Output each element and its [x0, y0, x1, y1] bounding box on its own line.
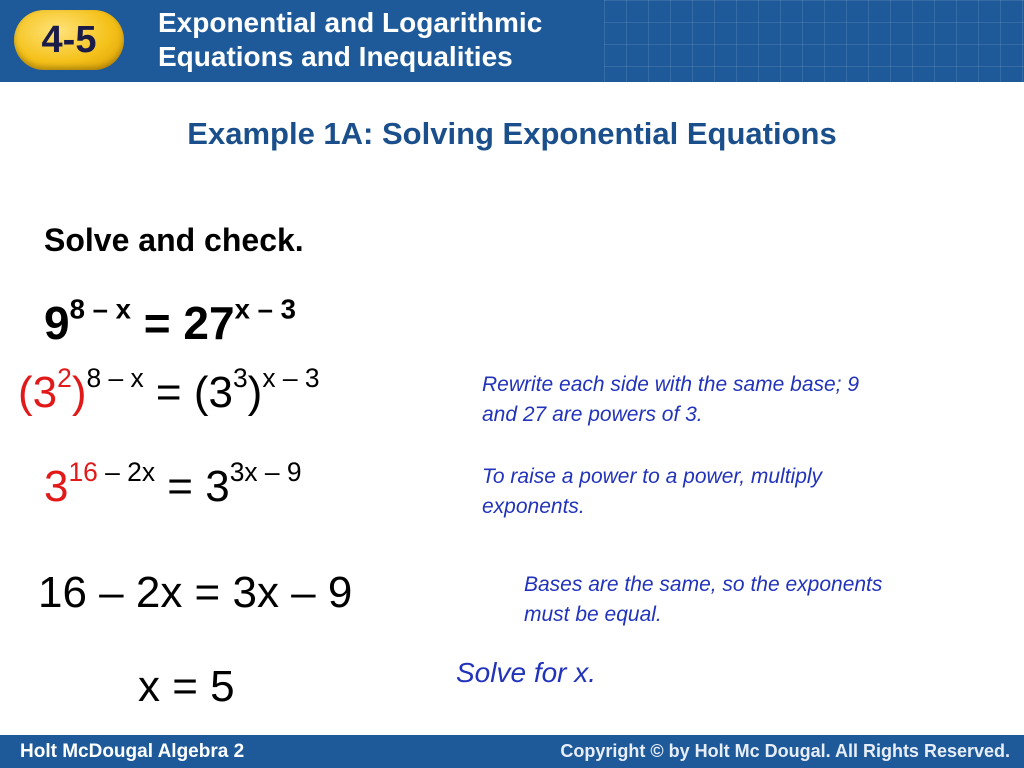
eq3-exp-left-red: 16	[68, 457, 98, 488]
equation-exponents-equal: 16 – 2x = 3x – 9	[38, 568, 353, 617]
footer-bar	[0, 735, 1024, 768]
eq2-outer-exp-left: 8 – x	[86, 363, 144, 394]
note-solve-for-x: Solve for x.	[456, 657, 597, 688]
example-title: Example 1A: Solving Exponential Equations	[187, 116, 837, 151]
eq2-inner-exp: 2	[57, 363, 72, 394]
footer-course: Holt McDougal Algebra 2	[20, 741, 245, 762]
footer-copyright: Copyright © by Holt Mc Dougal. All Rights Reserved.	[560, 741, 1010, 761]
lesson-title-line1: Exponential and Logarithmic	[158, 7, 543, 38]
instruction-text: Solve and check.	[44, 222, 304, 258]
eq1-exp-right: x – 3	[234, 293, 296, 325]
lesson-title	[158, 6, 542, 74]
header-bar	[0, 0, 1024, 82]
header-grid-decoration	[604, 0, 1024, 82]
eq2-paren-close: )	[71, 368, 87, 417]
equation-multiply-exponents	[44, 457, 302, 512]
eq2-inner-exp-right: 3	[232, 363, 248, 394]
eq1-exp-left: 8 – x	[69, 293, 131, 325]
eq3-base-left: 3	[44, 462, 69, 511]
eq2-paren-close-right: )	[247, 368, 263, 417]
eq2-outer-exp-right: x – 3	[262, 363, 320, 394]
note-power-to-power: To raise a power to a power, multiply exponents.	[482, 465, 823, 518]
eq1-base-left: 9	[44, 297, 70, 349]
note-rewrite-base: Rewrite each side with the same base; 9 and 27 are powers of 3.	[482, 373, 860, 426]
eq2-paren-open: (3	[18, 368, 58, 417]
equation-solution: x = 5	[138, 662, 235, 711]
eq3-exp-left-rest: – 2x	[97, 457, 156, 488]
equation-rewrite-base	[18, 363, 320, 418]
note-bases-same: Bases are the same, so the exponents must be equal.	[524, 573, 883, 626]
equation-original	[44, 293, 296, 350]
eq3-mid: = 3	[155, 462, 230, 511]
eq1-mid: = 27	[130, 297, 235, 349]
lesson-badge: 4-5	[14, 10, 124, 70]
eq3-exp-right: 3x – 9	[229, 457, 302, 488]
lesson-title-line2: Equations and Inequalities	[158, 41, 513, 72]
eq2-mid: = (3	[143, 368, 233, 417]
